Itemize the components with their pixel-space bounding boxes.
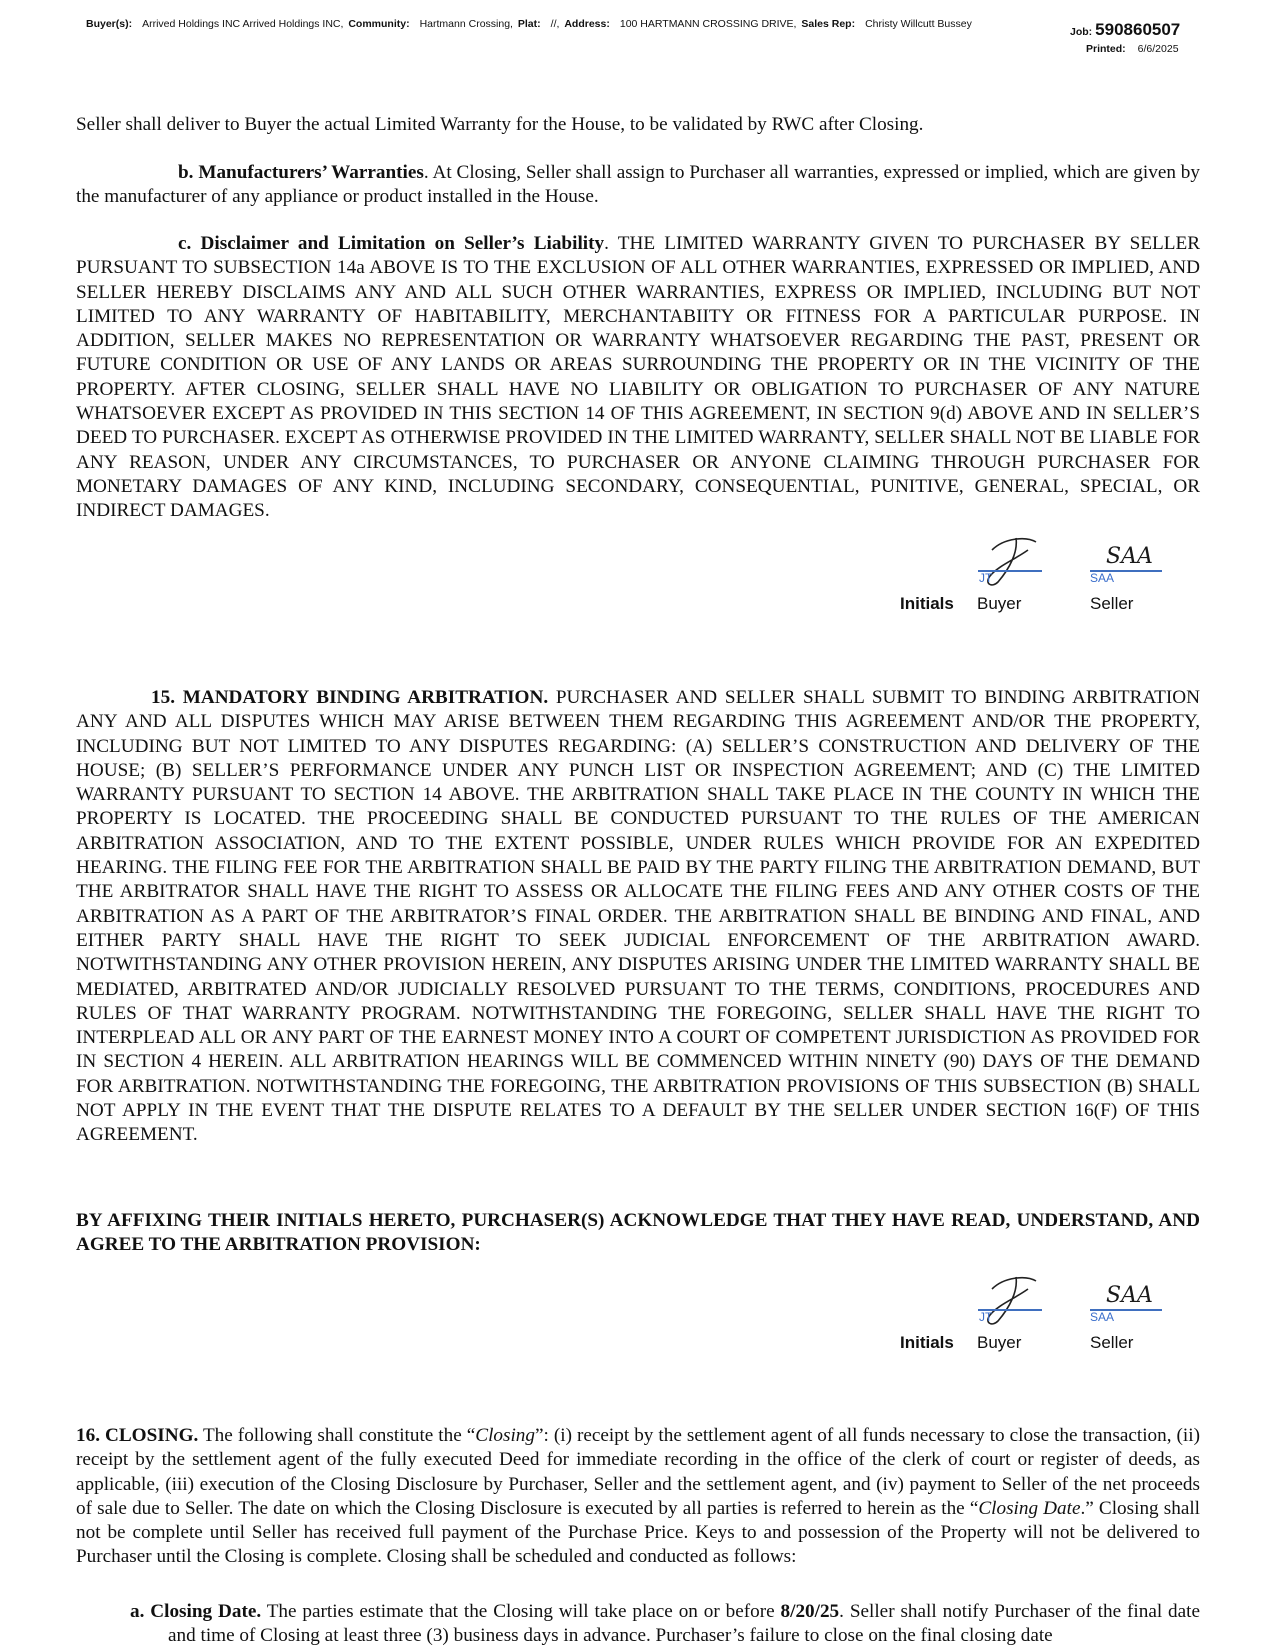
community-label: Community: <box>348 18 410 30</box>
printed-label: Printed: <box>1086 43 1126 55</box>
closing-date-text-1: The parties estimate that the Closing will take place on or before <box>261 1601 781 1622</box>
closing-date-value: 8/20/25 <box>780 1601 840 1622</box>
buyer-label: Buyer <box>977 1333 1022 1352</box>
closing-paragraph <box>76 1424 1200 1570</box>
printed-date: 6/6/2025 <box>1137 43 1179 55</box>
closing-date-heading: a. Closing Date. <box>130 1601 262 1622</box>
address-value: 100 HARTMANN CROSSING DRIVE, <box>619 18 797 30</box>
job-number: 590860507 <box>1095 20 1181 39</box>
sales-rep-value: Christy Willcutt Bussey <box>865 18 972 30</box>
disclaimer-heading: c. Disclaimer and Limitation on Seller’s Liability <box>178 233 605 254</box>
initials-label: Initials <box>900 594 954 613</box>
closing-date-term: Closing Date <box>978 1497 1081 1519</box>
initials-label: Initials <box>900 1333 954 1352</box>
disclaimer-paragraph <box>76 232 1200 524</box>
disclaimer-text: . THE LIMITED WARRANTY GIVEN TO PURCHASER BY SELLER PURSUANT TO SUBSECTION 14a ABOVE IS TO THE EXCLUSION OF ALL OTHER WARRANTIES, EXPRESSED OR IMPLIED, AND SELLER HEREBY DISCLAIMS ANY AND ALL SUCH OTHER WARRANTIES, EXPRESS OR IMPLIED, INCLUDING BUT NOT LIMITED TO ANY WARRANTY OF HABITABILITY, MERCHANTABIITY OR FITNESS FOR A PARTICULAR PURPOSE. IN ADDITION, SELLER MAKES NO REPRESENTATION OR WARRANTY WHATSOEVER REGARDING THE PAST, PRESENT OR FUTURE CONDITION OR USE OF ANY LANDS OR AREAS SURROUNDING THE PROPERTY OR IN THE VICINITY OF THE PROPERTY. AFTER CLOSING, SELLER SHALL HAVE NO LIABILITY OR OBLIGATION TO PURCHASER OF ANY NATURE WHATSOEVER EXCEPT AS PROVIDED IN THIS SECTION 14 OF THIS AGREEMENT, IN SECTION 9(d) ABOVE AND IN SELLER’S DEED TO PURCHASER. EXCEPT AS OTHERWISE PROVIDED IN THE LIMITED WARRANTY, SELLER SHALL NOT BE LIABLE FOR ANY REASON, UNDER ANY CIRCUMSTANCES, TO PURCHASER OR ANYONE CLAIMING THROUGH PURCHASER FOR MONETARY DAMAGES OF ANY KIND, INCLUDING SECONDARY, CONSEQUENTIAL, PUNITIVE, GENERAL, SPECIAL, OR INDIRECT DAMAGES. <box>76 233 1201 522</box>
seller-label: Seller <box>1090 1333 1134 1352</box>
manufacturers-warranties-heading: b. Manufacturers’ Warranties <box>178 162 424 183</box>
seller-initials-caption: SAA <box>1090 1310 1115 1324</box>
closing-term: Closing <box>475 1425 535 1446</box>
buyer-value: Arrived Holdings INC Arrived Holdings INC, <box>142 18 344 30</box>
buyer-label: Buyer(s): <box>86 18 133 30</box>
buyer-initials-caption: JT <box>979 1310 993 1324</box>
job-label: Job: <box>1070 26 1093 38</box>
arbitration-heading: 15. MANDATORY BINDING ARBITRATION. <box>151 687 549 708</box>
job-block <box>1070 20 1180 40</box>
closing-heading: 16. CLOSING. <box>76 1425 199 1446</box>
community-value: Hartmann Crossing, <box>419 18 513 30</box>
seller-signature: SAA <box>1106 544 1153 569</box>
seller-label: Seller <box>1090 594 1134 613</box>
buyer-initials-caption: JT <box>979 571 993 585</box>
plat-value: //, <box>550 18 560 30</box>
arbitration-paragraph <box>76 686 1200 1148</box>
closing-date-paragraph <box>130 1600 1201 1649</box>
address-label: Address: <box>564 18 610 30</box>
initials-block <box>900 540 1260 620</box>
acknowledge-paragraph: BY AFFIXING THEIR INITIALS HERETO, PURCHASER(S) ACKNOWLEDGE THAT THEY HAVE READ, UNDERSTAND, AND AGREE TO THE ARBITRATION PROVISION: <box>76 1210 1200 1256</box>
closing-text-1: The following shall constitute the “ <box>198 1425 476 1446</box>
plat-label: Plat: <box>517 18 541 30</box>
buyer-label: Buyer <box>977 594 1022 613</box>
warranty-delivery-paragraph: Seller shall deliver to Buyer the actual Limited Warranty for the House, to be validated by RWC after Closing. <box>76 114 924 135</box>
seller-initials-caption: SAA <box>1090 571 1115 585</box>
sales-rep-label: Sales Rep: <box>801 18 856 30</box>
closing-date-text-2: . Seller shall notify Purchaser of the final date and time of Closing at least three (3) business days in advance. Purchaser’s failure to close on the final closing date <box>168 1601 1201 1647</box>
document-header <box>86 18 974 30</box>
printed-block <box>1086 43 1179 55</box>
seller-signature: SAA <box>1106 1283 1153 1308</box>
closing-text-3: .” Closing shall not be complete until Seller has received full payment of the Purchase Price. Keys to and possession of the Property will not be delivered to Purchaser until the Closing is complete. Closing shall be scheduled and conducted as follows: <box>76 1497 1200 1568</box>
initials-block <box>900 1279 1260 1359</box>
arbitration-text: PURCHASER AND SELLER SHALL SUBMIT TO BINDING ARBITRATION ANY AND ALL DISPUTES WHICH MAY ARISE BETWEEN THEM REGARDING THIS AGREEMENT AND/OR THE PROPERTY, INCLUDING BUT NOT LIMITED TO ANY DISPUTES REGARDING: (A) SELLER’S CONSTRUCTION AND DELIVERY OF THE HOUSE; (B) SELLER’S PERFORMANCE UNDER ANY PUNCH LIST OR INSPECTION AGREEMENT; AND (C) THE LIMITED WARRANTY PURSUANT TO SECTION 14 ABOVE. THE ARBITRATION SHALL TAKE PLACE IN THE COUNTY IN WHICH THE PROPERTY IS LOCATED. THE PROCEEDING SHALL BE CONDUCTED PURSUANT TO THE RULES OF THE AMERICAN ARBITRATION ASSOCIATION, AND TO THE EXTENT POSSIBLE, UNDER RULES WHICH PROVIDE FOR AN EXPEDITED HEARING. THE FILING FEE FOR THE ARBITRATION SHALL BE PAID BY THE PARTY FILING THE ARBITRATION DEMAND, BUT THE ARBITRATOR SHALL HAVE THE RIGHT TO ASSESS OR ALLOCATE THE FILING FEES AND ANY OTHER COSTS OF THE ARBITRATION AS A PART OF THE ARBITRATOR’S FINAL ORDER. THE ARBITRATION SHALL BE BINDING AND FINAL, AND EITHER PARTY SHALL HAVE THE RIGHT TO SEEK JUDICIAL ENFORCEMENT OF THE ARBITRATION AWARD. NOTWITHSTANDING ANY OTHER PROVISION HEREIN, ANY DISPUTES ARISING UNDER THE LIMITED WARRANTY SHALL BE MEDIATED, ARBITRATED AND/OR JUDICIALLY RESOLVED PURSUANT TO THE TERMS, CONDITIONS, PROCEDURES AND RULES OF THAT WARRANTY PROGRAM. NOTWITHSTANDING THE FOREGOING, SELLER SHALL HAVE THE RIGHT TO INTERPLEAD ALL OR ANY PART OF THE EARNEST MONEY INTO A COURT OF COMPETENT JURISDICTION AS PROVIDED FOR IN SECTION 4 HEREIN. ALL ARBITRATION HEARINGS WILL BE COMMENCED WITHIN NINETY (90) DAYS OF THE DEMAND FOR ARBITRATION. NOTWITHSTANDING THE FOREGOING, THE ARBITRATION PROVISIONS OF THIS SUBSECTION (B) SHALL NOT APPLY IN THE EVENT THAT THE DISPUTE RELATES TO A DEFAULT BY THE SELLER UNDER SECTION 16(F) OF THIS AGREEMENT. <box>76 687 1201 1146</box>
closing-text-2: ”: (i) receipt by the settlement agent of all funds necessary to close the transaction, (ii) receipt by the settlement agent of the fully executed Deed for immediate recording in the office of the clerk of court or register of deeds, as applicable, (iii) execution of the Closing Disclosure by Purchaser, Seller and the settlement agent, and (iv) payment to Seller of the net proceeds of sale due to Seller. The date on which the Closing Disclosure is executed by all parties is referred to herein as the “ <box>76 1425 1200 1519</box>
manufacturers-warranties-text: . At Closing, Seller shall assign to Purchaser all warranties, expressed or implied, which are given by the manufacturer of any appliance or product installed in the House. <box>76 162 1200 208</box>
manufacturers-warranties-paragraph <box>76 161 1200 210</box>
